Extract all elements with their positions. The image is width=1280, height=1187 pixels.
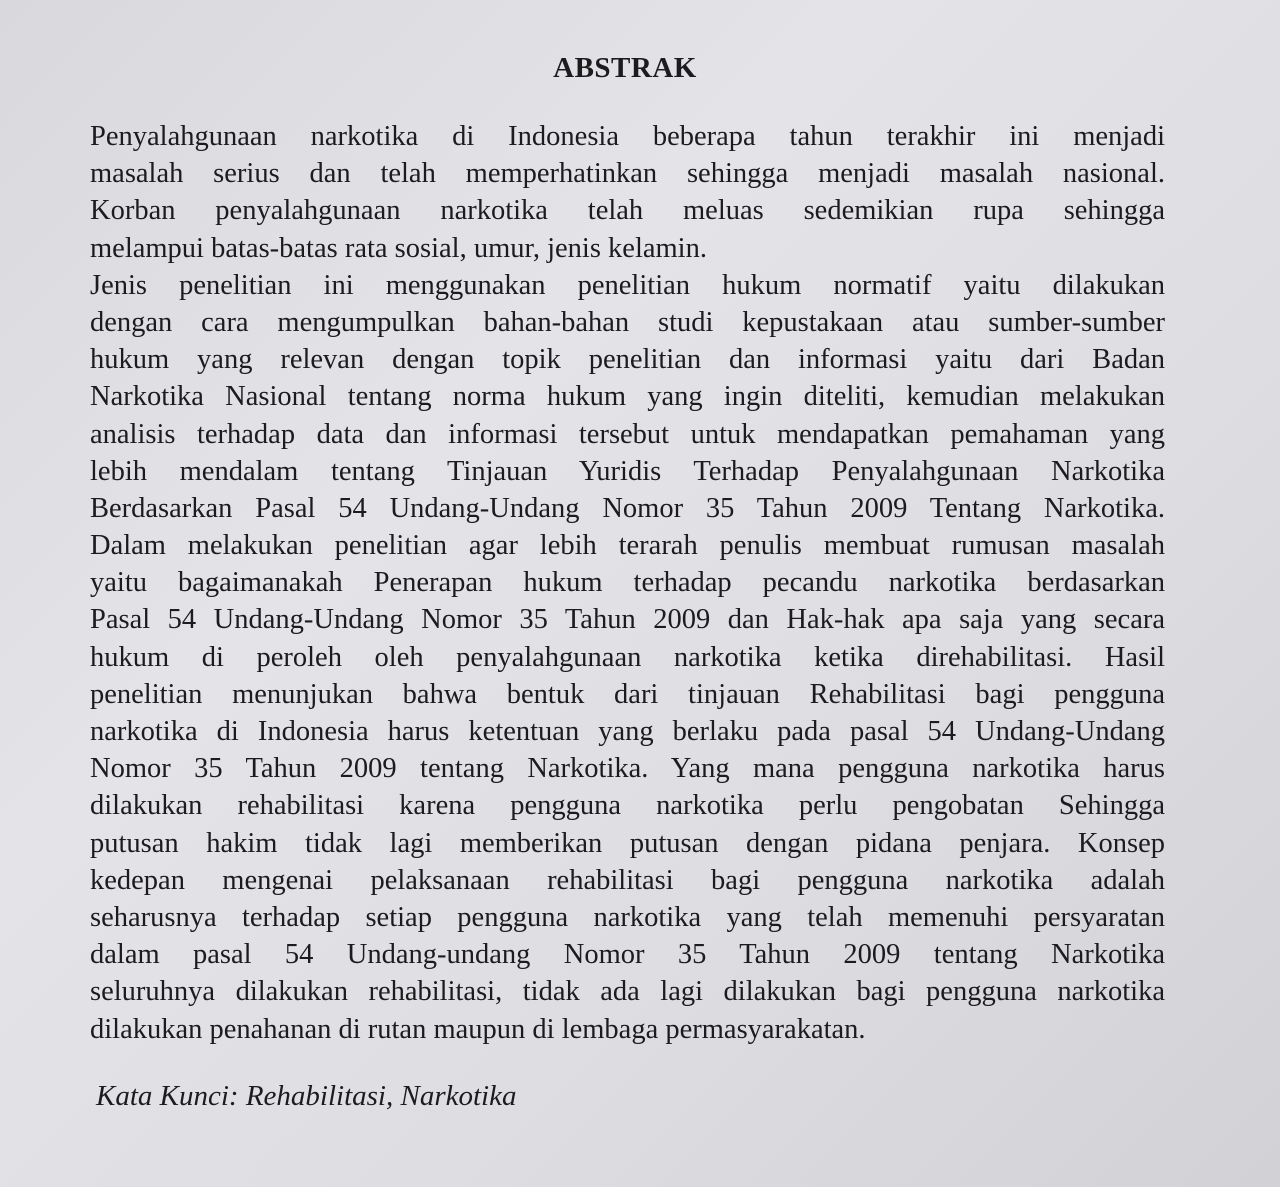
text-line: yaitu bagaimanakah Penerapan hukum terhadap pecandu narkotika berdasarkan [90,567,1165,599]
text-line: melampui batas-batas rata sosial, umur, jenis kelamin. [90,232,707,264]
abstract-body [90,118,1165,1048]
text-line: Penyalahgunaan narkotika di Indonesia beberapa tahun terakhir ini menjadi [90,121,1165,152]
text-line: Berdasarkan Pasal 54 Undang-Undang Nomor 35 Tahun 2009 Tentang Narkotika. [90,492,1165,524]
text-line: putusan hakim tidak lagi memberikan putusan dengan pidana penjara. Konsep [90,827,1165,859]
text-line: Pasal 54 Undang-Undang Nomor 35 Tahun 2009 dan Hak-hak apa saja yang secara [90,604,1165,636]
text-line: hukum yang relevan dengan topik penelitian dan informasi yaitu dari Badan [90,344,1165,376]
text-line: dalam pasal 54 Undang-undang Nomor 35 Tahun 2009 tentang Narkotika [90,939,1165,971]
text-line: Jenis penelitian ini menggunakan penelitian hukum normatif yaitu dilakukan [90,269,1165,301]
text-line: masalah serius dan telah memperhatinkan sehingga menjadi masalah nasional. [90,158,1165,190]
text-line: narkotika di Indonesia harus ketentuan yang berlaku pada pasal 54 Undang-Undang [90,716,1165,747]
keywords-line: Kata Kunci: Rehabilitasi, Narkotika [96,1080,517,1112]
text-line: Dalam melakukan penelitian agar lebih terarah penulis membuat rumusan masalah [90,530,1165,562]
text-line: seluruhnya dilakukan rehabilitasi, tidak ada lagi dilakukan bagi pengguna narkotika [90,976,1165,1008]
text-line: dengan cara mengumpulkan bahan-bahan studi kepustakaan atau sumber-sumber [90,306,1165,338]
text-line: analisis terhadap data dan informasi tersebut untuk mendapatkan pemahaman yang [90,418,1165,450]
text-line: penelitian menunjukan bahwa bentuk dari tinjauan Rehabilitasi bagi pengguna [90,678,1165,710]
text-line: Korban penyalahgunaan narkotika telah meluas sedemikian rupa sehingga [90,195,1165,227]
text-line: Nomor 35 Tahun 2009 tentang Narkotika. Yang mana pengguna narkotika harus [90,753,1165,785]
text-line: Narkotika Nasional tentang norma hukum yang ingin diteliti, kemudian melakukan [90,381,1165,413]
text-line: hukum di peroleh oleh penyalahgunaan narkotika ketika direhabilitasi. Hasil [90,641,1165,673]
text-line: lebih mendalam tentang Tinjauan Yuridis Terhadap Penyalahgunaan Narkotika [90,455,1165,487]
text-line: dilakukan penahanan di rutan maupun di lembaga permasyarakatan. [90,1013,866,1045]
abstract-title: ABSTRAK [553,52,697,84]
text-line: dilakukan rehabilitasi karena pengguna narkotika perlu pengobatan Sehingga [90,790,1165,822]
text-line: seharusnya terhadap setiap pengguna narkotika yang telah memenuhi persyaratan [90,901,1165,933]
text-line: kedepan mengenai pelaksanaan rehabilitasi bagi pengguna narkotika adalah [90,864,1165,896]
